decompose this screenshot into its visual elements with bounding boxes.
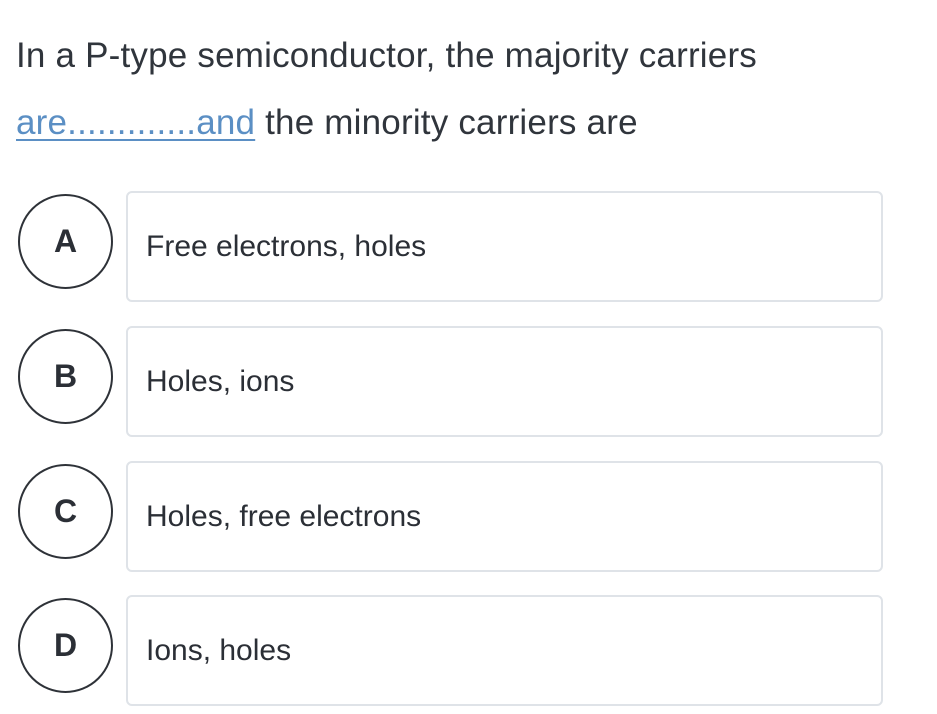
option-a-card[interactable] (126, 191, 883, 302)
blank-link[interactable]: are.............and (16, 103, 256, 142)
option-a-letter[interactable]: A (18, 194, 113, 289)
option-c-card[interactable] (126, 461, 883, 572)
question-text-end: the minority carriers are (255, 103, 638, 142)
option-b[interactable] (0, 329, 937, 445)
option-d-text: Ions, holes (146, 633, 292, 667)
question-text-start: In a P-type semiconductor, the majority carriers (16, 36, 757, 75)
option-b-letter[interactable]: B (18, 329, 113, 424)
option-b-text: Holes, ions (146, 364, 295, 398)
option-d[interactable] (0, 598, 937, 714)
option-a-text: Free electrons, holes (146, 229, 427, 263)
option-d-card[interactable] (126, 595, 883, 706)
option-d-letter[interactable]: D (18, 598, 113, 693)
option-a[interactable] (0, 194, 937, 310)
option-b-card[interactable] (126, 326, 883, 437)
option-c-letter[interactable]: C (18, 464, 113, 559)
option-c-text: Holes, free electrons (146, 499, 422, 533)
question-text (16, 22, 921, 156)
option-c[interactable] (0, 464, 937, 580)
